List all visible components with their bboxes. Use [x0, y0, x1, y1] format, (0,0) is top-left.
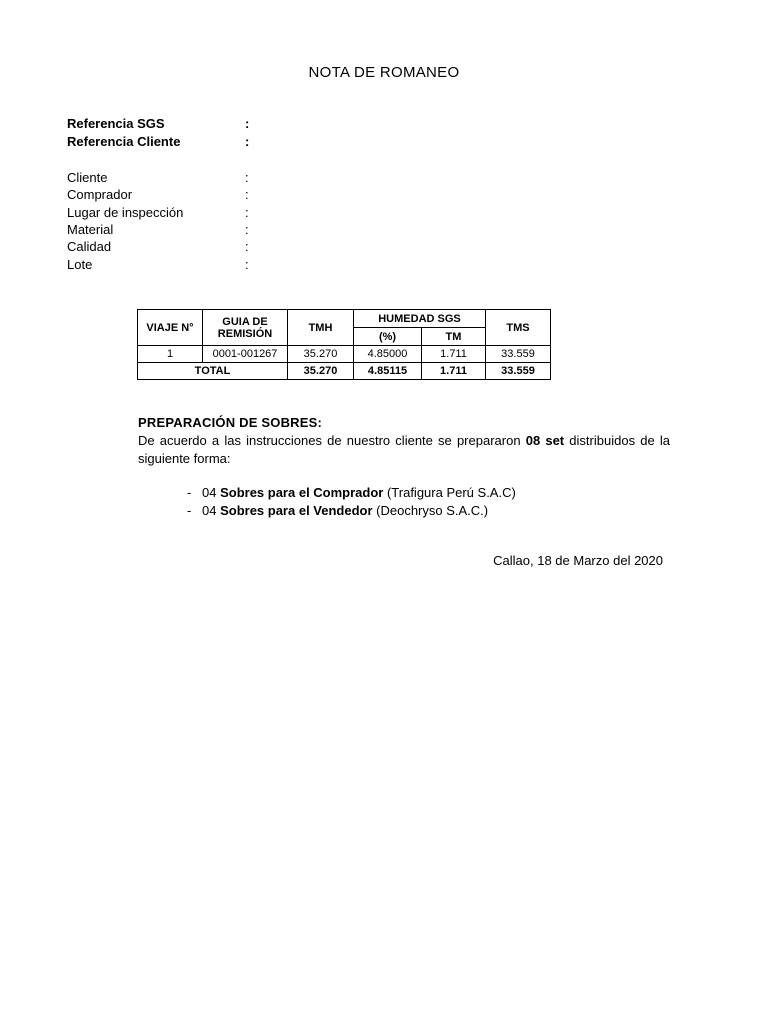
romaneo-table — [137, 309, 551, 380]
cell-guia: 0001-001267 — [203, 346, 288, 363]
field-referencia-sgs — [67, 116, 367, 133]
field-colon: : — [245, 205, 249, 220]
field-referencia-cliente — [67, 134, 367, 151]
cell-pct: 4.85000 — [354, 346, 422, 363]
cell-total-label: TOTAL — [138, 363, 288, 380]
list-dash: - — [187, 485, 192, 500]
list-item-rest: (Deochryso S.A.C.) — [372, 503, 489, 518]
table-header-row — [138, 310, 551, 328]
field-cliente — [67, 170, 367, 187]
col-header-guia-line1: GUIA DE — [222, 315, 268, 328]
field-colon: : — [245, 170, 249, 185]
col-header-tmh: TMH — [288, 310, 354, 346]
cell-total-tms: 33.559 — [486, 363, 551, 380]
field-colon: : — [245, 257, 249, 272]
cell-viaje: 1 — [138, 346, 203, 363]
prep-title: PREPARACIÓN DE SOBRES: — [138, 415, 323, 430]
field-colon: : — [245, 187, 249, 202]
list-item-count: 04 — [202, 485, 221, 500]
field-label: Cliente — [67, 170, 108, 185]
prep-section — [138, 414, 670, 468]
prep-text — [138, 432, 670, 468]
col-header-humedad: HUMEDAD SGS — [354, 310, 486, 328]
field-label: Calidad — [67, 239, 112, 254]
sobres-list — [187, 484, 516, 520]
field-lote — [67, 257, 367, 274]
table-total-row — [138, 363, 551, 380]
list-item — [187, 502, 516, 520]
col-header-pct: (%) — [354, 328, 422, 346]
cell-tmh: 35.270 — [288, 346, 354, 363]
field-label: Referencia Cliente — [67, 134, 181, 149]
list-item — [187, 484, 516, 502]
prep-text-bold: 08 set — [525, 433, 565, 448]
prep-text-after: distribuidos de la siguiente forma: — [138, 433, 670, 466]
cell-tms: 33.559 — [486, 346, 551, 363]
field-lugar-inspeccion — [67, 205, 367, 222]
field-colon: : — [245, 239, 249, 254]
page-title: NOTA DE ROMANEO — [308, 64, 460, 81]
col-header-tm: TM — [422, 328, 486, 346]
prep-text-before: De acuerdo a las instrucciones de nuestro cliente se prepararon — [138, 433, 526, 448]
cell-tm: 1.711 — [422, 346, 486, 363]
field-label: Lote — [67, 257, 93, 272]
list-item-bold: Sobres para el Comprador — [220, 485, 384, 500]
list-item-bold: Sobres para el Vendedor — [220, 503, 373, 518]
col-header-guia — [203, 310, 288, 346]
field-comprador — [67, 187, 367, 204]
list-item-count: 04 — [202, 503, 221, 518]
cell-total-pct: 4.85115 — [354, 363, 422, 380]
field-colon: : — [245, 222, 249, 237]
col-header-viaje: VIAJE N° — [138, 310, 203, 346]
field-label: Comprador — [67, 187, 133, 202]
field-material — [67, 222, 367, 239]
field-label: Material — [67, 222, 114, 237]
cell-total-tm: 1.711 — [422, 363, 486, 380]
field-colon: : — [245, 116, 250, 131]
table-row — [138, 346, 551, 363]
date-line: Callao, 18 de Marzo del 2020 — [493, 553, 663, 568]
field-calidad — [67, 239, 367, 256]
cell-total-tmh: 35.270 — [288, 363, 354, 380]
list-dash: - — [187, 503, 192, 518]
field-label: Lugar de inspección — [67, 205, 184, 220]
col-header-tms: TMS — [486, 310, 551, 346]
list-item-rest: (Trafigura Perú S.A.C) — [383, 485, 516, 500]
col-header-guia-line2: REMISIÓN — [217, 327, 273, 340]
field-label: Referencia SGS — [67, 116, 165, 131]
field-colon: : — [245, 134, 250, 149]
